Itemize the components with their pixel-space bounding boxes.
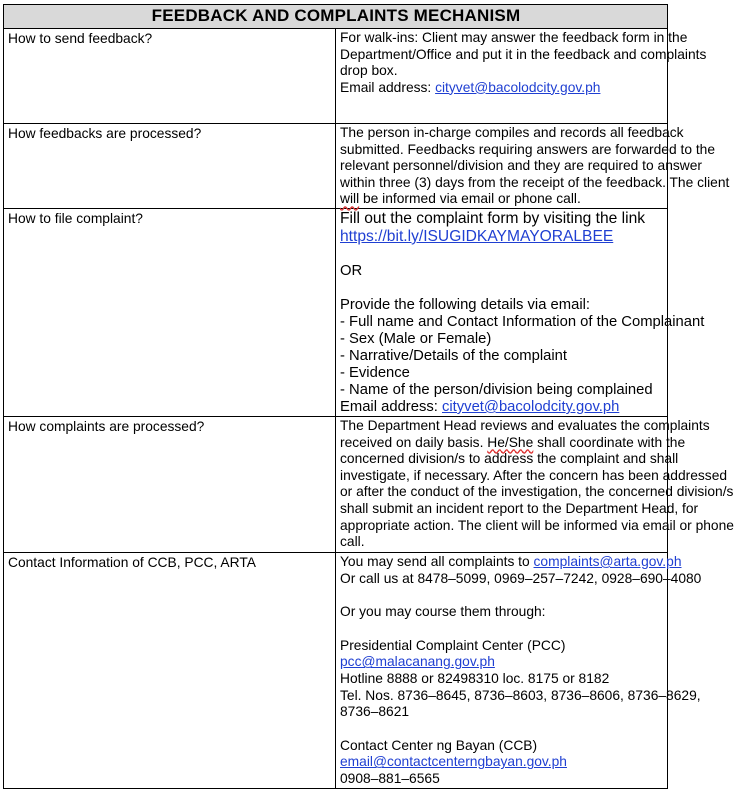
row-label: Contact Information of CCB, PCC, ARTA [4,553,336,789]
table-row [4,209,668,417]
table-title: FEEDBACK AND COMPLAINTS MECHANISM [4,5,668,29]
complaint-form-link[interactable]: https://bit.ly/ISUGIDKAYMAYORALBEE [340,228,614,245]
table-row [4,124,668,209]
row-label: How feedbacks are processed? [4,124,336,209]
row-label: How to send feedback? [4,29,336,124]
email-link[interactable]: cityvet@bacolodcity.gov.ph [441,399,620,415]
row-content: You may send all complaints to complaints@arta.gov.ph Or call us at 8478–5099, 0969–257–7242, 0928–690–4080 Or you may course them through: Presidential Complaint Center (PCC) pcc@malacanang.gov.ph Hotline 8888 or 82498310 loc. 8175 or 8182 Tel. Nos. 8736–8645, 8736–8603, 8736–8606, 8736–8629, 8736–8621 Contact Center ng Bayan (CCB) email@contactcenterngbayan.gov.ph 0908–881–6565 [336,553,668,789]
ccb-email-link[interactable]: email@contactcenterngbayan.gov.ph [340,754,567,770]
table-row [4,553,668,789]
table-row [4,29,668,124]
row-content: The person in-charge compiles and records all feedback submitted. Feedbacks requiring answers are forwarded to the relevant personnel/division and they are required to answer within three (3) days from the receipt of the feedback. The client will be informed via email or phone call. [336,124,668,209]
row-content: The Department Head reviews and evaluates the complaints received on daily basis. He/She shall coordinate with the concerned division/s to address the complaint and shall investigate, if necessary. After the concern has been addressed or after the conduct of the investigation, the concerned division/s shall submit an incident report to the Department Head, for appropriate action. The client will be informed via email or phone call. [336,417,668,553]
email-link[interactable]: cityvet@bacolodcity.gov.ph [435,79,601,95]
row-label: How to file complaint? [4,209,336,417]
pcc-email-link[interactable]: pcc@malacanang.gov.ph [340,654,495,670]
feedback-complaints-table [3,4,734,789]
table-row [4,417,668,553]
row-content: For walk-ins: Client may answer the feedback form in the Department/Office and put it in the feedback and complaints drop box. Email address: cityvet@bacolodcity.gov.ph [336,29,668,124]
row-label: How complaints are processed? [4,417,336,553]
row-content: Fill out the complaint form by visiting the link https://bit.ly/ISUGIDKAYMAYORALBEE OR Provide the following details via email: - Full name and Contact Information of the Complainant - Sex (Male or Female) - Narrative/Details of the complaint - Evidence - Name of the person/division being complained Email address: cityvet@bacolodcity.gov.ph [336,209,668,417]
arta-email-link[interactable]: complaints@arta.gov.ph [533,554,682,569]
